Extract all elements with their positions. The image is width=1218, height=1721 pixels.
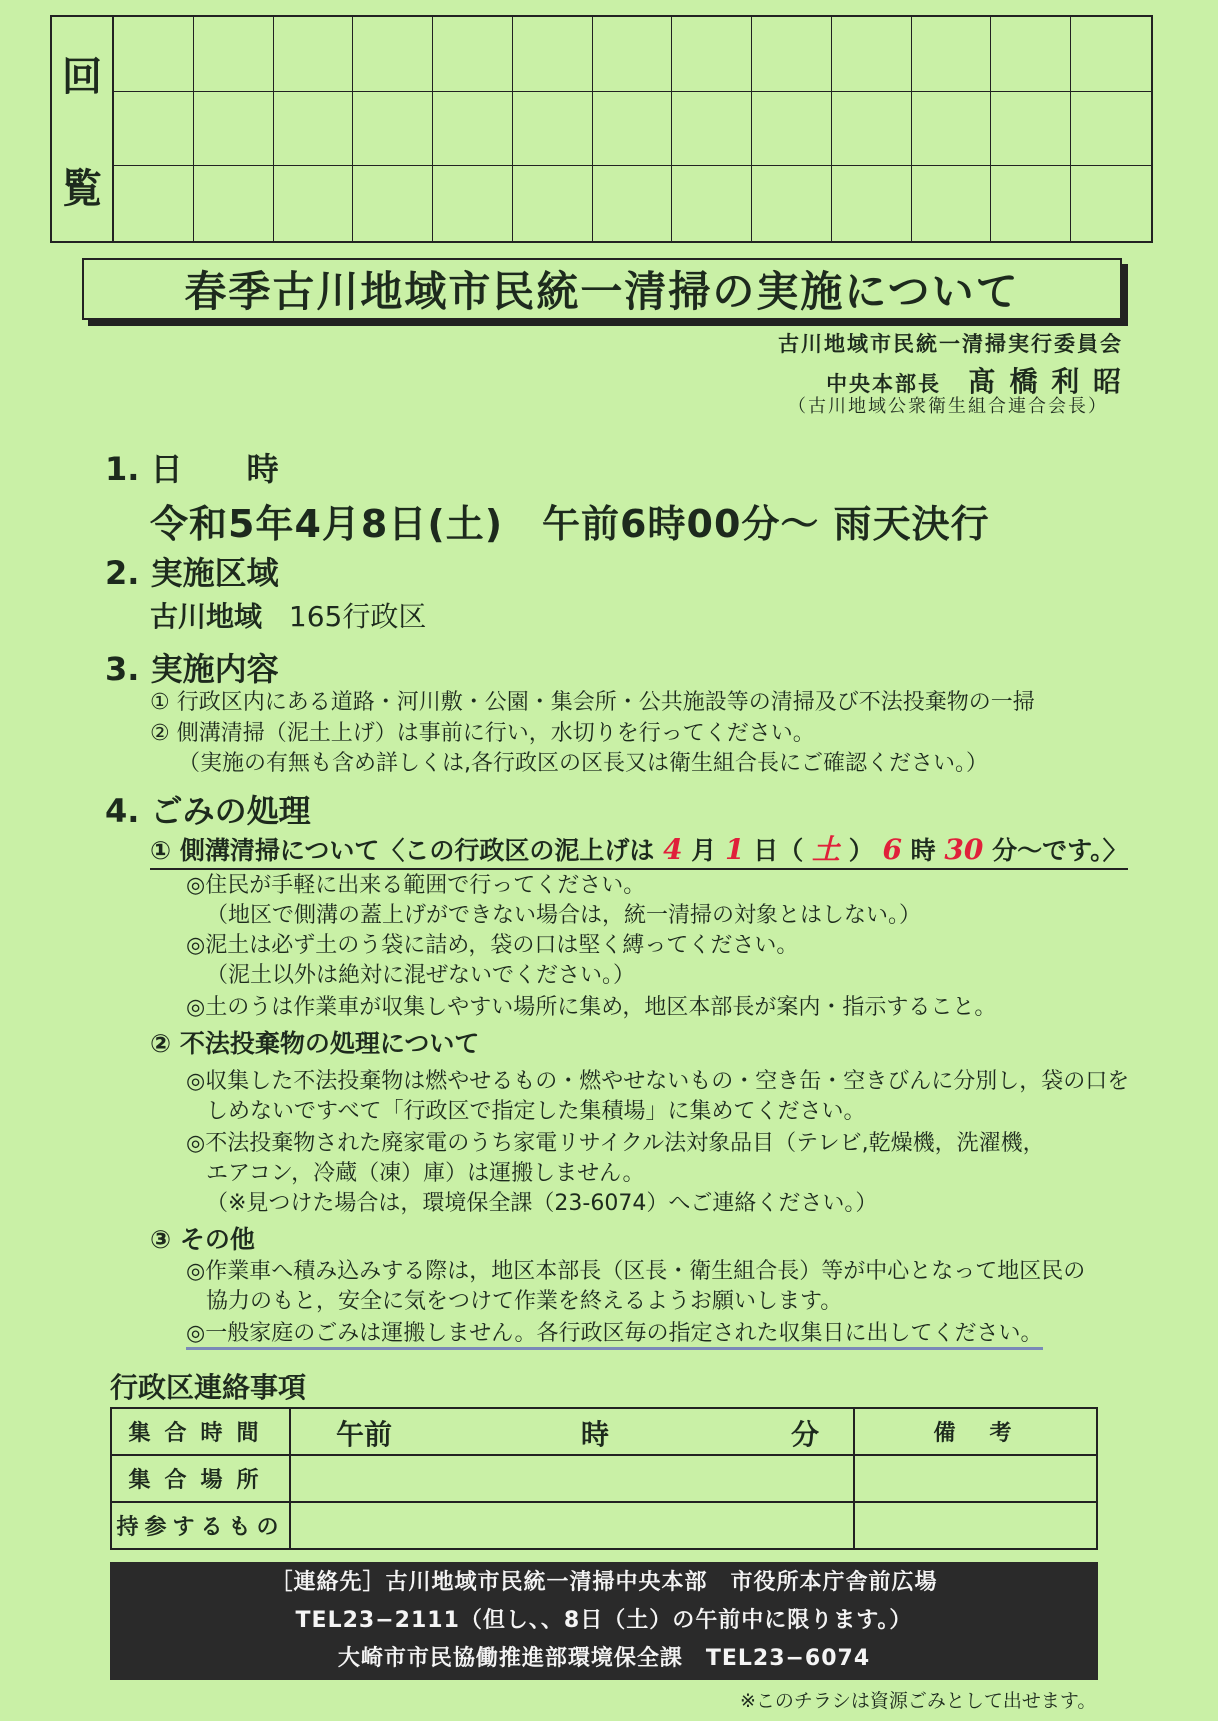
circulation-cell[interactable] bbox=[274, 17, 354, 92]
circulation-cell[interactable] bbox=[114, 166, 194, 241]
circulation-cell[interactable] bbox=[513, 166, 593, 241]
title-text: 春季古川地域市民統一清掃の実施について bbox=[184, 267, 1020, 316]
dumping-line: しめないですべて「行政区で指定した集積場」に集めてください。 bbox=[206, 1099, 866, 1124]
handwritten-day: 1 bbox=[725, 833, 745, 866]
minute-label: 分 bbox=[791, 1418, 820, 1451]
ditch-line: （泥土以外は絶対に混ぜないでください。） bbox=[206, 963, 636, 988]
footer-line-1: ［連絡先］古川地域市民統一清掃中央本部 市役所本庁舎前広場 bbox=[270, 1570, 938, 1595]
circulation-cell[interactable] bbox=[593, 17, 673, 92]
hour-label: 時 bbox=[581, 1418, 610, 1451]
circulation-cell[interactable] bbox=[991, 92, 1071, 167]
circulation-cell[interactable] bbox=[114, 17, 194, 92]
assembly-place-value[interactable] bbox=[290, 1455, 854, 1502]
footer-line-3: 大崎市市民協働推進部環境保全課 TEL23−6074 bbox=[337, 1646, 871, 1671]
circulation-cell[interactable] bbox=[1071, 166, 1151, 241]
remarks-value[interactable] bbox=[854, 1455, 1097, 1502]
assembly-time-label: 集合時間 bbox=[111, 1408, 290, 1455]
assembly-time-value[interactable] bbox=[290, 1408, 854, 1455]
ditch-title-suffix: 分〜です。〉 bbox=[992, 836, 1128, 865]
content-item-1: ① 行政区内にある道路・河川敷・公園・集会所・公共施設等の清掃及び不法投棄物の一掃 bbox=[150, 690, 1035, 715]
document-title bbox=[82, 258, 1122, 320]
dumping-line: ◎収集した不法投棄物は燃やせるもの・燃やせないもの・空き缶・空きびんに分別し，袋の口を bbox=[186, 1069, 1130, 1094]
dumping-line: ◎不法投棄物された廃家電のうち家電リサイクル法対象品目（テレビ,乾燥機，洗濯機， bbox=[186, 1131, 1045, 1156]
circulation-cell[interactable] bbox=[672, 92, 752, 167]
ditch-line: ◎住民が手軽に出来る範囲で行ってください。 bbox=[186, 873, 646, 898]
label-close: ） bbox=[848, 836, 874, 865]
recycle-note: ※このチラシは資源ごみとして出せます。 bbox=[740, 1690, 1097, 1712]
items-to-bring-value[interactable] bbox=[290, 1502, 854, 1549]
section2-heading: 2. 実施区域 bbox=[105, 554, 279, 592]
issuer-position: 中央本部長 bbox=[826, 372, 942, 396]
table-row bbox=[111, 1502, 1097, 1549]
issuer-committee: 古川地域市民統一清掃実行委員会 bbox=[778, 332, 1123, 356]
circulation-cell[interactable] bbox=[912, 92, 992, 167]
ditch-line: ◎土のうは作業車が収集しやすい場所に集め，地区本部長が案内・指示すること。 bbox=[186, 995, 997, 1020]
ditch-title-prefix: ① 側溝清掃について〈この行政区の泥上げは bbox=[150, 836, 655, 865]
items-to-bring-label: 持参するもの bbox=[111, 1502, 290, 1549]
circulation-char-2: 覧 bbox=[62, 165, 102, 212]
table-row bbox=[111, 1455, 1097, 1502]
section4-heading: 4. ごみの処理 bbox=[105, 792, 311, 830]
circulation-cell[interactable] bbox=[912, 17, 992, 92]
circulation-cell[interactable] bbox=[1071, 92, 1151, 167]
ditch-line: ◎泥土は必ず土のう袋に詰め，袋の口は堅く縛ってください。 bbox=[186, 933, 799, 958]
circulation-cell[interactable] bbox=[274, 92, 354, 167]
circulation-cell[interactable] bbox=[194, 92, 274, 167]
handwritten-month: 4 bbox=[663, 833, 683, 866]
circulation-cell[interactable] bbox=[114, 92, 194, 167]
circulation-cell[interactable] bbox=[593, 166, 673, 241]
circulation-cell[interactable] bbox=[513, 92, 593, 167]
circulation-cell[interactable] bbox=[194, 17, 274, 92]
circulation-cell[interactable] bbox=[752, 92, 832, 167]
circulation-cells bbox=[114, 17, 1151, 241]
section3-heading: 3. 実施内容 bbox=[105, 650, 279, 688]
circulation-grid bbox=[50, 15, 1153, 243]
footer-line-2: TEL23−2111（但し、、8日（土）の午前中に限ります。） bbox=[295, 1608, 913, 1633]
other-line: ◎一般家庭のごみは運搬しません。各行政区毎の指定された収集日に出してください。 bbox=[186, 1316, 1043, 1350]
other-line: ◎作業車へ積み込みする際は，地区本部長（区長・衛生組合長）等が中心となって地区民の bbox=[186, 1259, 1086, 1284]
content-item-2-note: （実施の有無も含め詳しくは,各行政区の区長又は衛生組合長にご確認ください。） bbox=[178, 751, 988, 776]
contact-heading: 行政区連絡事項 bbox=[110, 1371, 307, 1404]
circulation-cell[interactable] bbox=[752, 166, 832, 241]
area-count: 165行政区 bbox=[288, 600, 427, 633]
other-title: ③ その他 bbox=[150, 1225, 255, 1254]
circulation-cell[interactable] bbox=[433, 17, 513, 92]
circulation-cell[interactable] bbox=[752, 17, 832, 92]
circulation-cell[interactable] bbox=[991, 17, 1071, 92]
section1-heading: 1. 日 時 bbox=[105, 450, 279, 488]
circulation-cell[interactable] bbox=[433, 92, 513, 167]
circulation-cell[interactable] bbox=[832, 17, 912, 92]
contact-table bbox=[110, 1407, 1098, 1550]
circulation-cell[interactable] bbox=[593, 92, 673, 167]
dumping-line: エアコン，冷蔵（凍）庫）は運搬しません。 bbox=[206, 1161, 645, 1186]
circulation-cell[interactable] bbox=[912, 166, 992, 241]
circulation-cell[interactable] bbox=[832, 92, 912, 167]
handwritten-minute: 30 bbox=[944, 833, 984, 866]
assembly-place-label: 集合場所 bbox=[111, 1455, 290, 1502]
area-name: 古川地域 bbox=[150, 600, 263, 633]
circulation-cell[interactable] bbox=[353, 17, 433, 92]
handwritten-hour: 6 bbox=[882, 833, 902, 866]
circulation-cell[interactable] bbox=[353, 166, 433, 241]
am-label: 午前 bbox=[336, 1418, 393, 1451]
content-item-2: ② 側溝清掃（泥土上げ）は事前に行い，水切りを行ってください。 bbox=[150, 721, 815, 746]
circulation-cell[interactable] bbox=[1071, 17, 1151, 92]
remarks-value-2[interactable] bbox=[854, 1502, 1097, 1549]
remarks-label: 備 考 bbox=[854, 1408, 1097, 1455]
circulation-cell[interactable] bbox=[274, 166, 354, 241]
label-hour: 時 bbox=[910, 836, 936, 865]
circulation-cell[interactable] bbox=[672, 166, 752, 241]
circulation-cell[interactable] bbox=[433, 166, 513, 241]
dumping-line: （※見つけた場合は，環境保全課（23-6074）へご連絡ください。） bbox=[206, 1191, 878, 1216]
ditch-line: （地区で側溝の蓋上げができない場合は，統一清掃の対象とはしない。） bbox=[206, 903, 922, 928]
illegal-dumping-title: ② 不法投棄物の処理について bbox=[150, 1029, 480, 1058]
circulation-cell[interactable] bbox=[194, 166, 274, 241]
ditch-cleaning-title bbox=[150, 828, 1128, 870]
issuer-name: 髙 橋 利 昭 bbox=[967, 365, 1123, 398]
circulation-cell[interactable] bbox=[513, 17, 593, 92]
handwritten-weekday: 土 bbox=[811, 833, 840, 866]
contact-footer bbox=[110, 1562, 1098, 1680]
label-day: 日（ bbox=[753, 836, 804, 865]
circulation-cell[interactable] bbox=[353, 92, 433, 167]
circulation-cell[interactable] bbox=[991, 166, 1071, 241]
circulation-cell[interactable] bbox=[832, 166, 912, 241]
table-row bbox=[111, 1408, 1097, 1455]
event-datetime: 令和5年4月8日(土) 午前6時00分〜 雨天決行 bbox=[150, 502, 990, 546]
circulation-cell[interactable] bbox=[672, 17, 752, 92]
issuer-affiliation: （古川地域公衆衛生組合連合会長） bbox=[788, 396, 1108, 417]
circulation-label bbox=[52, 17, 114, 241]
area-line bbox=[150, 595, 426, 635]
circulation-char-1: 回 bbox=[62, 53, 102, 100]
label-month: 月 bbox=[691, 836, 717, 865]
other-line: 協力のもと，安全に気をつけて作業を終えるようお願いします。 bbox=[206, 1289, 843, 1314]
